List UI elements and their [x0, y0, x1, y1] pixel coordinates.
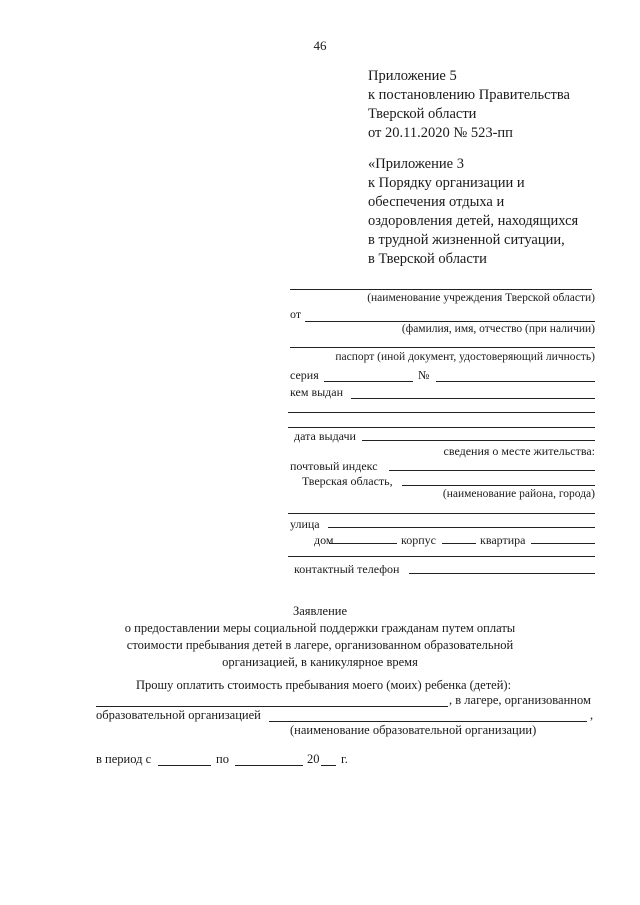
series-label: серия [290, 368, 319, 382]
apartment-label: квартира [480, 533, 526, 547]
house-label: дом [314, 533, 334, 547]
apartment-field[interactable] [531, 543, 595, 544]
issue-date-label: дата выдачи [294, 429, 356, 443]
camp-text: , в лагере, организованном [449, 693, 591, 707]
phone-label: контактный телефон [294, 562, 400, 576]
issue-date-field[interactable] [362, 440, 595, 441]
phone-field[interactable] [409, 573, 595, 574]
institution-caption: (наименование учреждения Тверской области) [367, 292, 595, 304]
street-label: улица [290, 517, 320, 531]
child-name-field[interactable] [96, 706, 448, 707]
period-to-label: по [216, 752, 229, 766]
org-field[interactable] [269, 721, 587, 722]
postal-code-field[interactable] [389, 470, 595, 471]
statement-title-line-1: Заявление [292, 604, 347, 618]
issued-by-label: кем выдан [290, 385, 344, 399]
passport-caption: паспорт (иной документ, удостоверяющий личность) [335, 351, 595, 363]
appendix-3-line-6: в Тверской области [368, 251, 487, 267]
address-field-3[interactable] [288, 556, 595, 557]
org-caption: (наименование образовательной организации) [290, 723, 537, 737]
appendix-5-line-2: к постановлению Правительства [368, 87, 570, 103]
fio-caption: (фамилия, имя, отчество (при наличии) [401, 323, 595, 335]
org-comma: , [590, 708, 594, 722]
appendix-5-line-1: Приложение 5 [368, 68, 457, 84]
appendix-3-line-5: в трудной жизненной ситуации, [368, 232, 565, 248]
district-field[interactable] [402, 485, 595, 486]
year-prefix: 20 [307, 752, 320, 766]
period-from-label: в период с [96, 752, 152, 766]
district-caption: (наименование района, города) [442, 488, 595, 500]
appendix-3-line-2: к Порядку организации и [368, 175, 525, 191]
fio-field-2[interactable] [290, 347, 595, 348]
year-suffix: г. [341, 752, 348, 766]
appendix-3-line-4: оздоровления детей, находящихся [368, 213, 579, 229]
building-label: корпус [401, 533, 436, 547]
org-label: образовательной организацией [96, 708, 261, 722]
building-field[interactable] [442, 543, 476, 544]
statement-title-line-4: организацией, в каникулярное время [222, 655, 418, 669]
address-field-2[interactable] [288, 513, 595, 514]
page-number: 46 [313, 38, 327, 53]
postal-code-label: почтовый индекс [290, 459, 378, 473]
house-field[interactable] [329, 543, 397, 544]
residence-label: сведения о месте жительства: [443, 444, 595, 458]
period-from-field[interactable] [158, 765, 211, 766]
issued-by-field-3[interactable] [288, 427, 595, 428]
year-field[interactable] [321, 765, 336, 766]
institution-field[interactable] [290, 289, 592, 290]
fio-field[interactable] [305, 321, 595, 322]
statement-title-line-2: о предоставлении меры социальной поддержки гражданам путем оплаты [124, 621, 516, 635]
from-label: от [290, 307, 302, 321]
passport-number-field[interactable] [436, 381, 595, 382]
appendix-3-line-3: обеспечения отдыха и [368, 194, 505, 210]
issued-by-field[interactable] [351, 398, 595, 399]
appendix-5-line-3: Тверской области [368, 106, 477, 122]
period-to-field[interactable] [235, 765, 303, 766]
appendix-3-line-1: «Приложение 3 [368, 156, 464, 172]
region-label: Тверская область, [302, 474, 393, 488]
request-text: Прошу оплатить стоимость пребывания моего (моих) ребенка (детей): [136, 678, 512, 692]
number-label: № [418, 368, 430, 382]
issued-by-field-2[interactable] [288, 412, 595, 413]
series-field[interactable] [324, 381, 413, 382]
appendix-5-line-4: от 20.11.2020 № 523-пп [368, 125, 513, 141]
street-field[interactable] [328, 527, 595, 528]
statement-title-line-3: стоимости пребывания детей в лагере, организованном образовательной [126, 638, 514, 652]
